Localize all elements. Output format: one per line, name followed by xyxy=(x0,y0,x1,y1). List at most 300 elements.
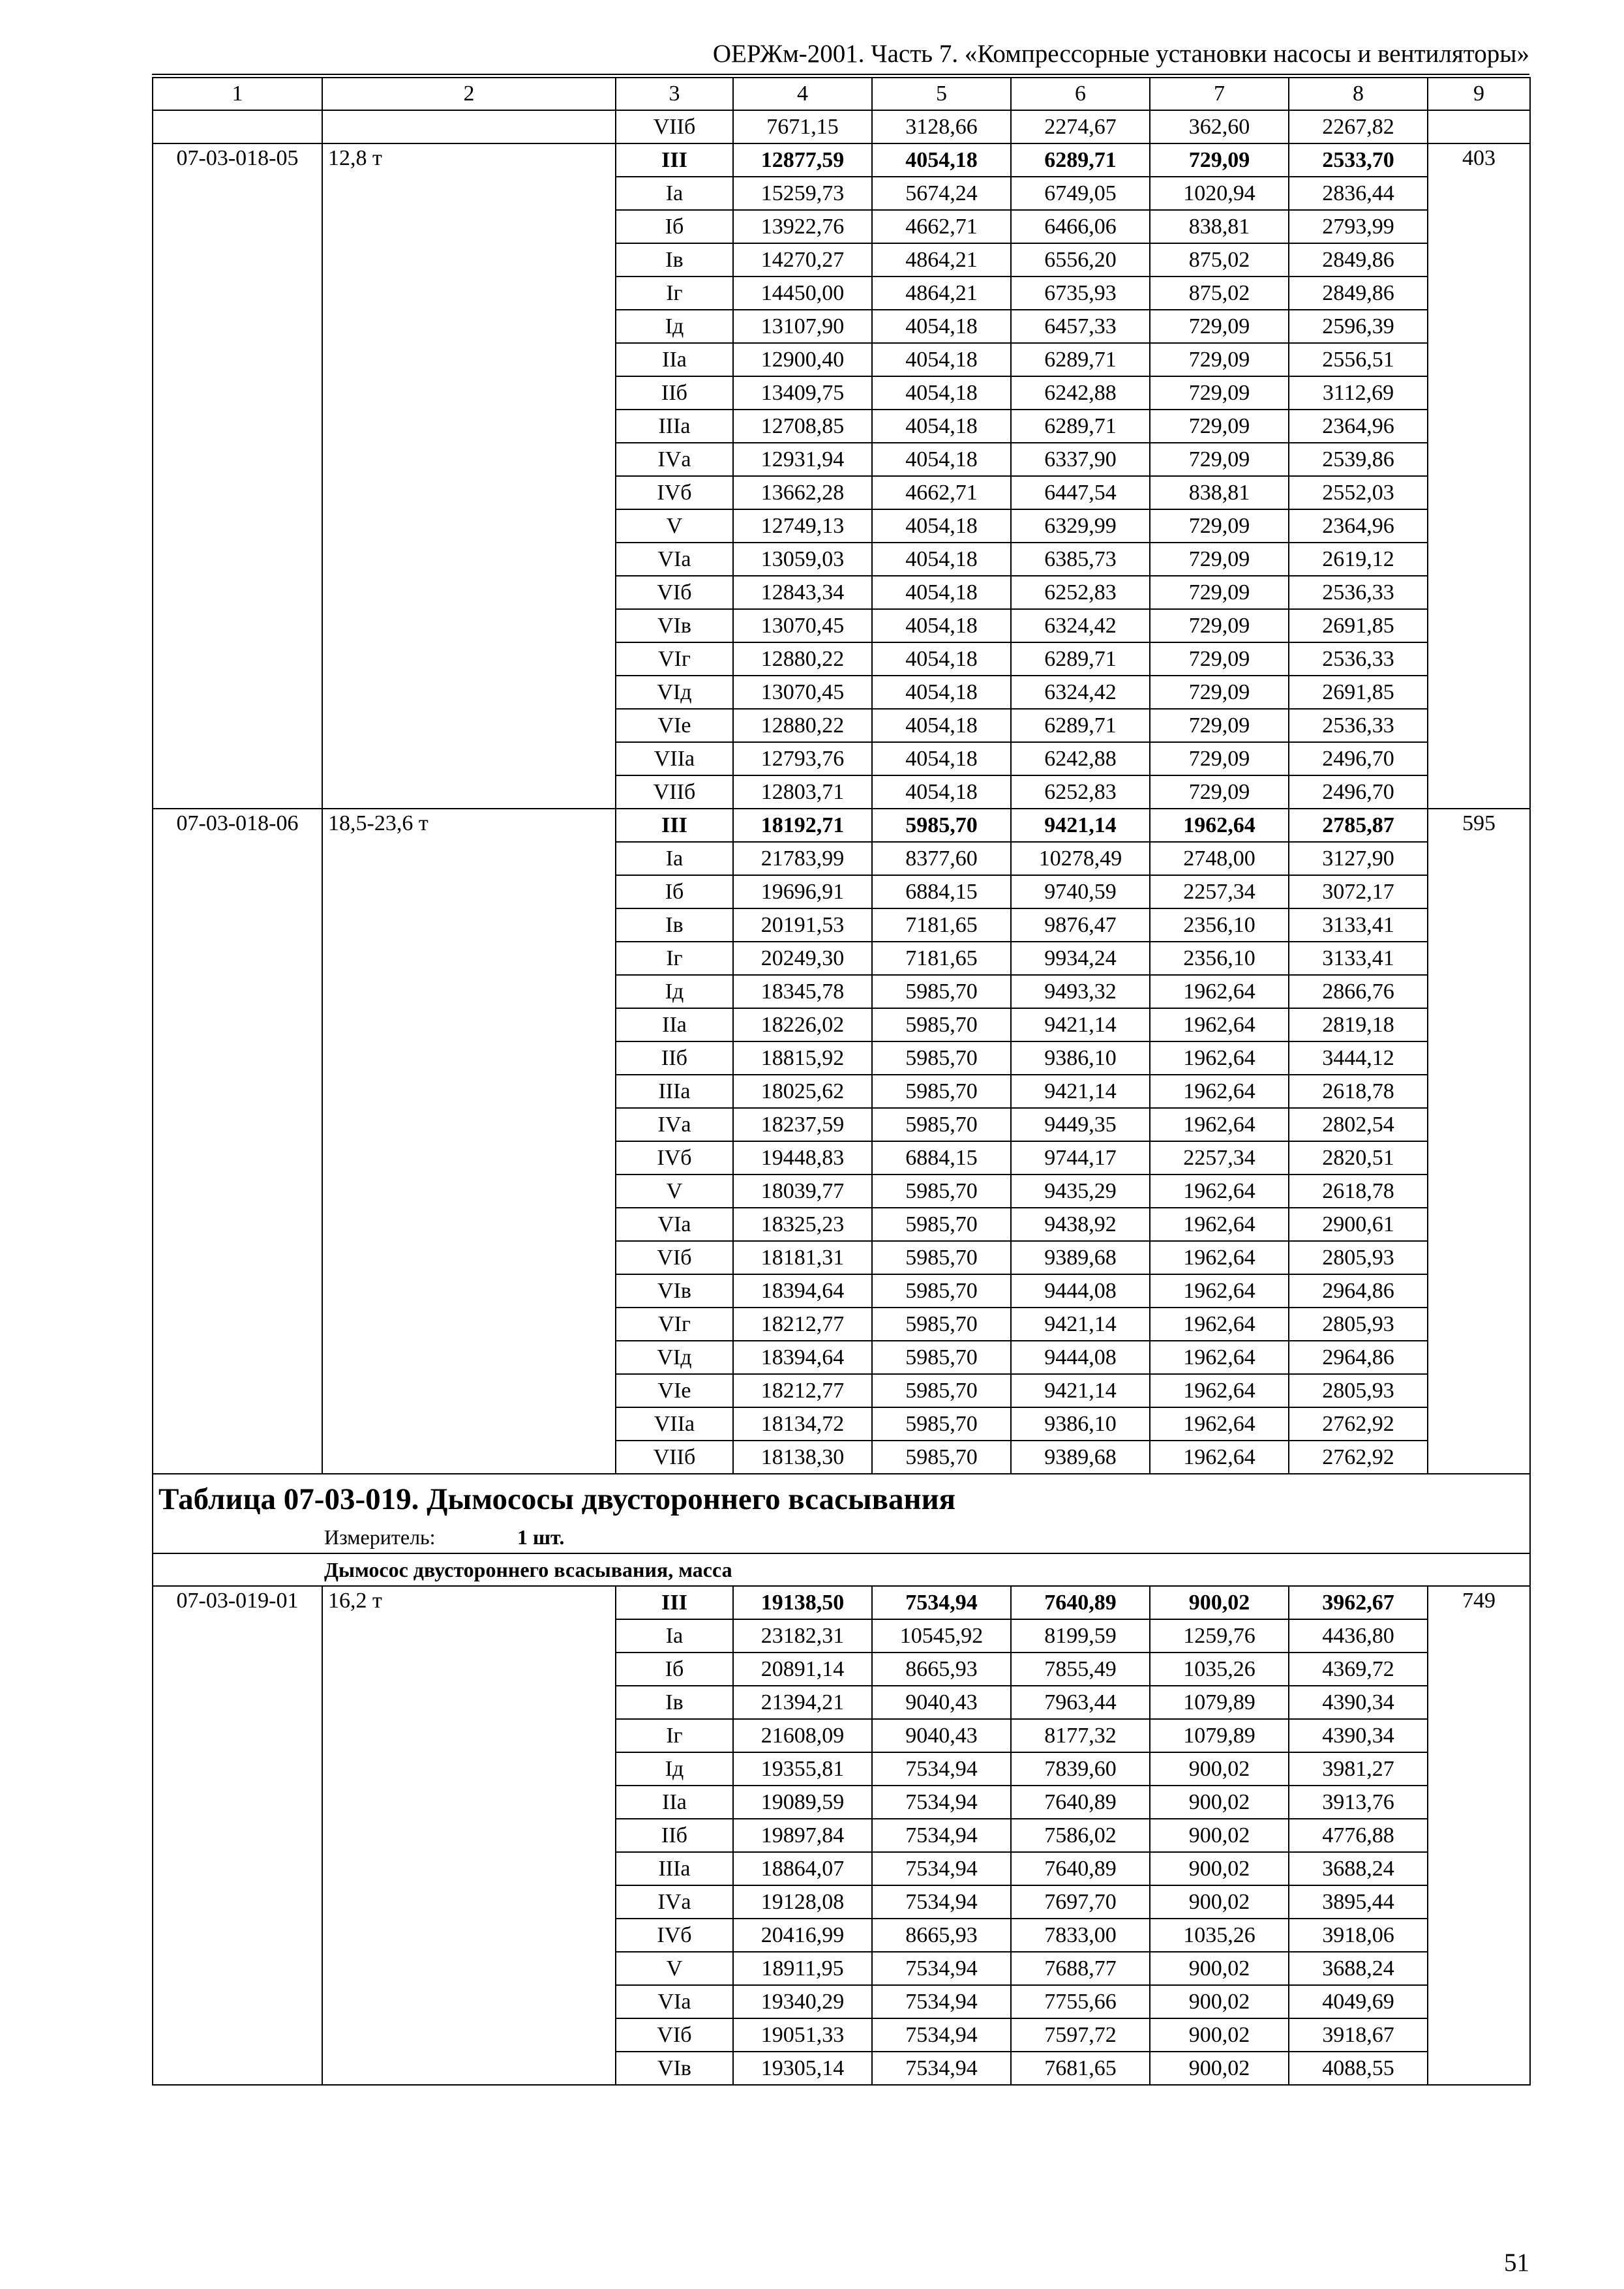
value-cell: 2536,33 xyxy=(1289,642,1428,676)
value-cell: 3895,44 xyxy=(1289,1885,1428,1919)
value-cell: 7688,77 xyxy=(1011,1952,1150,1985)
value-cell: 5985,70 xyxy=(872,1407,1011,1441)
value-cell: 6252,83 xyxy=(1011,576,1150,609)
table-heading-cell xyxy=(153,1474,1530,1553)
value-cell: 20191,53 xyxy=(733,908,872,942)
value-cell: 2785,87 xyxy=(1289,809,1428,842)
value-cell: 4864,21 xyxy=(872,243,1011,277)
column-number: 5 xyxy=(872,78,1011,110)
value-cell: 3918,67 xyxy=(1289,2018,1428,2052)
value-cell: 13662,28 xyxy=(733,476,872,509)
value-cell: 2866,76 xyxy=(1289,975,1428,1008)
value-cell: 4054,18 xyxy=(872,642,1011,676)
zone-cell: Iа xyxy=(616,1619,733,1653)
value-cell: 12931,94 xyxy=(733,443,872,476)
column-number: 1 xyxy=(153,78,322,110)
value-cell: 729,09 xyxy=(1150,376,1289,410)
value-cell: 1962,64 xyxy=(1150,1274,1289,1308)
value-cell: 7855,49 xyxy=(1011,1653,1150,1686)
value-cell: 8665,93 xyxy=(872,1653,1011,1686)
value-cell: 7534,94 xyxy=(872,1952,1011,1985)
value-cell: 4088,55 xyxy=(1289,2052,1428,2085)
value-cell: 4054,18 xyxy=(872,410,1011,443)
value-cell: 2805,93 xyxy=(1289,1374,1428,1407)
value-cell: 15259,73 xyxy=(733,177,872,210)
price-table xyxy=(152,77,1531,2086)
value-cell: 2274,67 xyxy=(1011,110,1150,143)
value-cell: 900,02 xyxy=(1150,1885,1289,1919)
zone-cell: IIб xyxy=(616,1041,733,1075)
value-cell: 19696,91 xyxy=(733,875,872,908)
value-cell: 2820,51 xyxy=(1289,1141,1428,1174)
zone-cell: VIб xyxy=(616,576,733,609)
value-cell: 18226,02 xyxy=(733,1008,872,1041)
value-cell: 13059,03 xyxy=(733,543,872,576)
value-cell: 2618,78 xyxy=(1289,1174,1428,1208)
value-cell: 12708,85 xyxy=(733,410,872,443)
value-cell: 3127,90 xyxy=(1289,842,1428,875)
value-cell: 900,02 xyxy=(1150,2052,1289,2085)
value-cell: 18134,72 xyxy=(733,1407,872,1441)
group-heading-row xyxy=(153,1553,1530,1586)
zone-cell: Iг xyxy=(616,942,733,975)
name-cell: 16,2 т xyxy=(322,1586,616,2085)
column-number-row xyxy=(153,78,1530,110)
value-cell: 12749,13 xyxy=(733,509,872,543)
table-row xyxy=(153,143,1530,177)
zone-cell: Iа xyxy=(616,842,733,875)
column-number: 8 xyxy=(1289,78,1428,110)
value-cell: 9740,59 xyxy=(1011,875,1150,908)
name-cell xyxy=(322,110,616,143)
value-cell: 2762,92 xyxy=(1289,1407,1428,1441)
value-cell: 2539,86 xyxy=(1289,443,1428,476)
value-cell: 18181,31 xyxy=(733,1241,872,1274)
table-row xyxy=(153,1586,1530,1619)
value-cell: 7671,15 xyxy=(733,110,872,143)
value-cell: 18345,78 xyxy=(733,975,872,1008)
value-cell: 6385,73 xyxy=(1011,543,1150,576)
value-cell: 2748,00 xyxy=(1150,842,1289,875)
value-cell: 2267,82 xyxy=(1289,110,1428,143)
table-row xyxy=(153,110,1530,143)
value-cell: 9389,68 xyxy=(1011,1441,1150,1474)
value-cell: 9438,92 xyxy=(1011,1208,1150,1241)
value-cell: 729,09 xyxy=(1150,775,1289,809)
value-cell: 6884,15 xyxy=(872,1141,1011,1174)
value-cell: 900,02 xyxy=(1150,1985,1289,2018)
value-cell: 2536,33 xyxy=(1289,709,1428,742)
zone-cell: IIIа xyxy=(616,410,733,443)
zone-cell: V xyxy=(616,1952,733,1985)
value-cell: 1962,64 xyxy=(1150,1208,1289,1241)
zone-cell: IVб xyxy=(616,1919,733,1952)
value-cell: 2536,33 xyxy=(1289,576,1428,609)
value-cell: 19897,84 xyxy=(733,1819,872,1852)
value-cell: 2819,18 xyxy=(1289,1008,1428,1041)
value-cell: 2556,51 xyxy=(1289,343,1428,376)
value-cell: 729,09 xyxy=(1150,543,1289,576)
zone-cell: IVа xyxy=(616,443,733,476)
value-cell: 2802,54 xyxy=(1289,1108,1428,1141)
value-cell: 4054,18 xyxy=(872,443,1011,476)
value-cell: 9444,08 xyxy=(1011,1341,1150,1374)
value-cell: 6884,15 xyxy=(872,875,1011,908)
value-cell: 2496,70 xyxy=(1289,742,1428,775)
value-cell: 3913,76 xyxy=(1289,1786,1428,1819)
value-cell: 4662,71 xyxy=(872,210,1011,243)
value-cell: 2257,34 xyxy=(1150,1141,1289,1174)
value-cell: 7833,00 xyxy=(1011,1919,1150,1952)
value-cell: 2691,85 xyxy=(1289,676,1428,709)
value-cell: 7681,65 xyxy=(1011,2052,1150,2085)
value-cell: 1035,26 xyxy=(1150,1919,1289,1952)
value-cell: 19340,29 xyxy=(733,1985,872,2018)
value-cell: 5985,70 xyxy=(872,1241,1011,1274)
page-number: 51 xyxy=(1504,2249,1529,2277)
value-cell: 12880,22 xyxy=(733,642,872,676)
value-cell: 3072,17 xyxy=(1289,875,1428,908)
value-cell: 838,81 xyxy=(1150,476,1289,509)
value-cell: 3112,69 xyxy=(1289,376,1428,410)
value-cell: 729,09 xyxy=(1150,742,1289,775)
value-cell: 7839,60 xyxy=(1011,1752,1150,1786)
value-cell: 2356,10 xyxy=(1150,908,1289,942)
value-cell: 9449,35 xyxy=(1011,1108,1150,1141)
value-cell: 5985,70 xyxy=(872,1208,1011,1241)
column-number: 6 xyxy=(1011,78,1150,110)
zone-cell: VIд xyxy=(616,1341,733,1374)
value-cell: 2900,61 xyxy=(1289,1208,1428,1241)
column-number: 7 xyxy=(1150,78,1289,110)
zone-cell: III xyxy=(616,809,733,842)
value-cell: 13070,45 xyxy=(733,609,872,642)
value-cell: 6289,71 xyxy=(1011,709,1150,742)
value-cell: 4049,69 xyxy=(1289,1985,1428,2018)
value-cell: 18039,77 xyxy=(733,1174,872,1208)
value-cell: 8377,60 xyxy=(872,842,1011,875)
value-cell: 6466,06 xyxy=(1011,210,1150,243)
value-cell: 2364,96 xyxy=(1289,509,1428,543)
value-cell: 9386,10 xyxy=(1011,1407,1150,1441)
value-cell: 729,09 xyxy=(1150,509,1289,543)
value-cell: 6457,33 xyxy=(1011,310,1150,343)
value-cell: 729,09 xyxy=(1150,343,1289,376)
zone-cell: IIа xyxy=(616,1008,733,1041)
value-cell: 6735,93 xyxy=(1011,277,1150,310)
value-cell: 18394,64 xyxy=(733,1274,872,1308)
zone-cell: VIа xyxy=(616,1208,733,1241)
value-cell: 19305,14 xyxy=(733,2052,872,2085)
value-cell: 23182,31 xyxy=(733,1619,872,1653)
value-cell: 1962,64 xyxy=(1150,1308,1289,1341)
value-cell: 6242,88 xyxy=(1011,742,1150,775)
value-cell: 2836,44 xyxy=(1289,177,1428,210)
value-cell: 4390,34 xyxy=(1289,1686,1428,1719)
zone-cell: VIе xyxy=(616,709,733,742)
value-cell: 7534,94 xyxy=(872,1985,1011,2018)
value-cell: 5985,70 xyxy=(872,1008,1011,1041)
value-cell: 3444,12 xyxy=(1289,1041,1428,1075)
value-cell: 4054,18 xyxy=(872,376,1011,410)
value-cell: 18911,95 xyxy=(733,1952,872,1985)
zone-cell: Iд xyxy=(616,1752,733,1786)
zone-cell: IVа xyxy=(616,1885,733,1919)
value-cell: 19128,08 xyxy=(733,1885,872,1919)
value-cell: 3962,67 xyxy=(1289,1586,1428,1619)
value-cell: 8665,93 xyxy=(872,1919,1011,1952)
value-cell: 900,02 xyxy=(1150,2018,1289,2052)
value-cell: 7534,94 xyxy=(872,1586,1011,1619)
zone-cell: VIа xyxy=(616,1985,733,2018)
value-cell: 18025,62 xyxy=(733,1075,872,1108)
zone-cell: Iг xyxy=(616,277,733,310)
value-cell: 7597,72 xyxy=(1011,2018,1150,2052)
zone-cell: Iа xyxy=(616,177,733,210)
value-cell: 4054,18 xyxy=(872,143,1011,177)
value-cell: 729,09 xyxy=(1150,709,1289,742)
value-cell: 1962,64 xyxy=(1150,1075,1289,1108)
value-cell: 6252,83 xyxy=(1011,775,1150,809)
value-cell: 4436,80 xyxy=(1289,1619,1428,1653)
zone-cell: Iг xyxy=(616,1719,733,1752)
value-cell: 1962,64 xyxy=(1150,1174,1289,1208)
value-cell: 7755,66 xyxy=(1011,1985,1150,2018)
zone-cell: IVб xyxy=(616,476,733,509)
value-cell: 7640,89 xyxy=(1011,1852,1150,1885)
value-cell: 9493,32 xyxy=(1011,975,1150,1008)
unit-code-cell: 403 xyxy=(1428,143,1530,809)
unit-code-cell: 749 xyxy=(1428,1586,1530,2085)
unit-code-cell: 595 xyxy=(1428,809,1530,1474)
value-cell: 5985,70 xyxy=(872,975,1011,1008)
value-cell: 7697,70 xyxy=(1011,1885,1150,1919)
value-cell: 9421,14 xyxy=(1011,809,1150,842)
value-cell: 7586,02 xyxy=(1011,1819,1150,1852)
zone-cell: IVа xyxy=(616,1108,733,1141)
zone-cell: VIIб xyxy=(616,775,733,809)
value-cell: 2257,34 xyxy=(1150,875,1289,908)
value-cell: 18212,77 xyxy=(733,1374,872,1407)
value-cell: 729,09 xyxy=(1150,676,1289,709)
value-cell: 900,02 xyxy=(1150,1786,1289,1819)
value-cell: 10545,92 xyxy=(872,1619,1011,1653)
zone-cell: Iд xyxy=(616,310,733,343)
value-cell: 729,09 xyxy=(1150,609,1289,642)
zone-cell: Iб xyxy=(616,1653,733,1686)
value-cell: 2762,92 xyxy=(1289,1441,1428,1474)
zone-cell: III xyxy=(616,1586,733,1619)
zone-cell: IIб xyxy=(616,376,733,410)
zone-cell: III xyxy=(616,143,733,177)
value-cell: 3133,41 xyxy=(1289,942,1428,975)
value-cell: 5985,70 xyxy=(872,1441,1011,1474)
value-cell: 1962,64 xyxy=(1150,1341,1289,1374)
code-cell: 07-03-018-06 xyxy=(153,809,322,1474)
value-cell: 9435,29 xyxy=(1011,1174,1150,1208)
value-cell: 6556,20 xyxy=(1011,243,1150,277)
column-number: 3 xyxy=(616,78,733,110)
value-cell: 6242,88 xyxy=(1011,376,1150,410)
value-cell: 1079,89 xyxy=(1150,1719,1289,1752)
zone-cell: VIIа xyxy=(616,1407,733,1441)
value-cell: 7181,65 xyxy=(872,942,1011,975)
value-cell: 7640,89 xyxy=(1011,1586,1150,1619)
value-cell: 18138,30 xyxy=(733,1441,872,1474)
zone-cell: VIIа xyxy=(616,742,733,775)
value-cell: 729,09 xyxy=(1150,576,1289,609)
value-cell: 2805,93 xyxy=(1289,1308,1428,1341)
value-cell: 7640,89 xyxy=(1011,1786,1150,1819)
value-cell: 21394,21 xyxy=(733,1686,872,1719)
value-cell: 12843,34 xyxy=(733,576,872,609)
value-cell: 12793,76 xyxy=(733,742,872,775)
value-cell: 3981,27 xyxy=(1289,1752,1428,1786)
value-cell: 14270,27 xyxy=(733,243,872,277)
measure-value: 1 шт. xyxy=(517,1525,565,1549)
value-cell: 6289,71 xyxy=(1011,143,1150,177)
value-cell: 21608,09 xyxy=(733,1719,872,1752)
value-cell: 8177,32 xyxy=(1011,1719,1150,1752)
zone-cell: VIIб xyxy=(616,1441,733,1474)
value-cell: 2619,12 xyxy=(1289,543,1428,576)
value-cell: 21783,99 xyxy=(733,842,872,875)
value-cell: 19355,81 xyxy=(733,1752,872,1786)
value-cell: 1962,64 xyxy=(1150,1374,1289,1407)
value-cell: 2805,93 xyxy=(1289,1241,1428,1274)
value-cell: 2691,85 xyxy=(1289,609,1428,642)
value-cell: 12877,59 xyxy=(733,143,872,177)
value-cell: 2793,99 xyxy=(1289,210,1428,243)
value-cell: 6329,99 xyxy=(1011,509,1150,543)
zone-cell: Iд xyxy=(616,975,733,1008)
value-cell: 13107,90 xyxy=(733,310,872,343)
value-cell: 1962,64 xyxy=(1150,975,1289,1008)
value-cell: 729,09 xyxy=(1150,143,1289,177)
value-cell: 9876,47 xyxy=(1011,908,1150,942)
value-cell: 4054,18 xyxy=(872,676,1011,709)
value-cell: 729,09 xyxy=(1150,642,1289,676)
group-heading-cell xyxy=(153,1553,1530,1586)
value-cell: 2964,86 xyxy=(1289,1274,1428,1308)
value-cell: 9421,14 xyxy=(1011,1008,1150,1041)
value-cell: 900,02 xyxy=(1150,1819,1289,1852)
value-cell: 7534,94 xyxy=(872,1819,1011,1852)
value-cell: 875,02 xyxy=(1150,243,1289,277)
zone-cell: IIа xyxy=(616,1786,733,1819)
value-cell: 8199,59 xyxy=(1011,1619,1150,1653)
value-cell: 18325,23 xyxy=(733,1208,872,1241)
value-cell: 838,81 xyxy=(1150,210,1289,243)
zone-cell: Iб xyxy=(616,210,733,243)
value-cell: 7534,94 xyxy=(872,1786,1011,1819)
value-cell: 4776,88 xyxy=(1289,1819,1428,1852)
value-cell: 5985,70 xyxy=(872,1308,1011,1341)
zone-cell: V xyxy=(616,509,733,543)
value-cell: 5985,70 xyxy=(872,809,1011,842)
zone-cell: VIв xyxy=(616,1274,733,1308)
value-cell: 18212,77 xyxy=(733,1308,872,1341)
value-cell: 3688,24 xyxy=(1289,1952,1428,1985)
zone-cell: VIа xyxy=(616,543,733,576)
column-number: 4 xyxy=(733,78,872,110)
value-cell: 5985,70 xyxy=(872,1374,1011,1407)
zone-cell: IIа xyxy=(616,343,733,376)
value-cell: 12900,40 xyxy=(733,343,872,376)
value-cell: 19089,59 xyxy=(733,1786,872,1819)
name-cell: 12,8 т xyxy=(322,143,616,809)
value-cell: 18237,59 xyxy=(733,1108,872,1141)
value-cell: 4369,72 xyxy=(1289,1653,1428,1686)
value-cell: 1035,26 xyxy=(1150,1653,1289,1686)
value-cell: 4054,18 xyxy=(872,343,1011,376)
value-cell: 2596,39 xyxy=(1289,310,1428,343)
value-cell: 5985,70 xyxy=(872,1075,1011,1108)
value-cell: 5985,70 xyxy=(872,1174,1011,1208)
value-cell: 18394,64 xyxy=(733,1341,872,1374)
value-cell: 12803,71 xyxy=(733,775,872,809)
zone-cell: IIIа xyxy=(616,1852,733,1885)
value-cell: 362,60 xyxy=(1150,110,1289,143)
value-cell: 9040,43 xyxy=(872,1686,1011,1719)
code-cell: 07-03-018-05 xyxy=(153,143,322,809)
value-cell: 2618,78 xyxy=(1289,1075,1428,1108)
value-cell: 1962,64 xyxy=(1150,1241,1289,1274)
value-cell: 875,02 xyxy=(1150,277,1289,310)
value-cell: 2964,86 xyxy=(1289,1341,1428,1374)
zone-cell: VIд xyxy=(616,676,733,709)
value-cell: 19138,50 xyxy=(733,1586,872,1619)
value-cell: 3688,24 xyxy=(1289,1852,1428,1885)
value-cell: 9421,14 xyxy=(1011,1075,1150,1108)
zone-cell: Iв xyxy=(616,243,733,277)
value-cell: 1259,76 xyxy=(1150,1619,1289,1653)
value-cell: 18864,07 xyxy=(733,1852,872,1885)
value-cell: 7534,94 xyxy=(872,2018,1011,2052)
code-cell: 07-03-019-01 xyxy=(153,1586,322,2085)
value-cell: 1962,64 xyxy=(1150,1441,1289,1474)
zone-cell: VIб xyxy=(616,2018,733,2052)
zone-cell: VIв xyxy=(616,2052,733,2085)
value-cell: 1962,64 xyxy=(1150,809,1289,842)
value-cell: 1079,89 xyxy=(1150,1686,1289,1719)
header-rule xyxy=(152,74,1529,75)
value-cell: 729,09 xyxy=(1150,443,1289,476)
value-cell: 1962,64 xyxy=(1150,1407,1289,1441)
value-cell: 7181,65 xyxy=(872,908,1011,942)
zone-cell: VIг xyxy=(616,1308,733,1341)
value-cell: 9389,68 xyxy=(1011,1241,1150,1274)
value-cell: 6289,71 xyxy=(1011,642,1150,676)
value-cell: 13409,75 xyxy=(733,376,872,410)
value-cell: 19051,33 xyxy=(733,2018,872,2052)
value-cell: 5674,24 xyxy=(872,177,1011,210)
zone-cell: VIе xyxy=(616,1374,733,1407)
value-cell: 4662,71 xyxy=(872,476,1011,509)
value-cell: 6324,42 xyxy=(1011,676,1150,709)
value-cell: 1962,64 xyxy=(1150,1008,1289,1041)
value-cell: 5985,70 xyxy=(872,1341,1011,1374)
value-cell: 4054,18 xyxy=(872,609,1011,642)
value-cell: 3918,06 xyxy=(1289,1919,1428,1952)
zone-cell: IIб xyxy=(616,1819,733,1852)
value-cell: 2552,03 xyxy=(1289,476,1428,509)
value-cell: 7534,94 xyxy=(872,1852,1011,1885)
value-cell: 7534,94 xyxy=(872,1885,1011,1919)
value-cell: 2364,96 xyxy=(1289,410,1428,443)
value-cell: 5985,70 xyxy=(872,1108,1011,1141)
value-cell: 5985,70 xyxy=(872,1041,1011,1075)
